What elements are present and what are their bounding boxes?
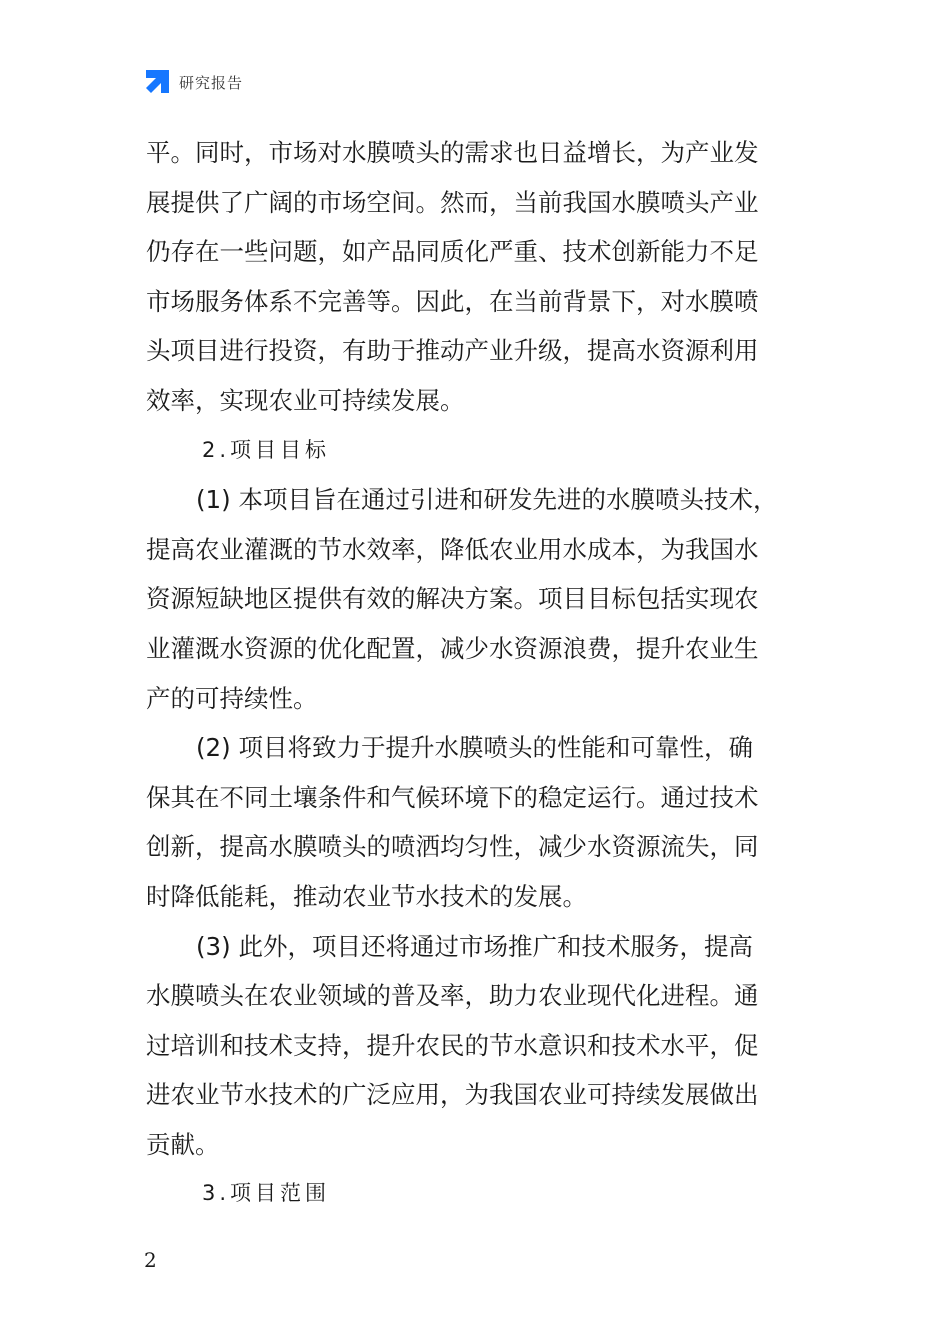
body-text-line: 时降低能耗，推动农业节水技术的发展。 [146,881,587,911]
arrow-logo-icon [144,69,170,95]
header-title: 研究报告 [179,73,244,92]
body-text-line: (1) 本项目旨在通过引进和研发先进的水膜喷头技术， [196,485,778,515]
body-text-line: 贡献。 [146,1129,220,1159]
body-text-line: 平。同时，市场对水膜喷头的需求也日益增长，为产业发 [146,138,759,167]
body-text-line: (2) 项目将致力于提升水膜喷头的性能和可靠性，确 [196,733,753,763]
body-text-line: 业灌溉水资源的优化配置，减少水资源浪费，提升农业生 [146,633,759,663]
body-text-line: 过培训和技术支持，提升农民的节水意识和技术水平，促 [146,1030,759,1060]
body-text-line: 水膜喷头在农业领域的普及率，助力农业现代化进程。通 [146,981,759,1011]
document-body [146,128,810,1219]
body-text-line: 保其在不同土壤条件和气候环境下的稳定运行。通过技术 [146,782,759,812]
body-text-line: 效率，实现农业可持续发展。 [146,385,465,415]
section-heading: 3.项目范围 [202,1181,331,1206]
body-text-line: 进农业节水技术的广泛应用，为我国农业可持续发展做出 [146,1080,759,1110]
body-text-line: 创新，提高水膜喷头的喷洒均匀性，减少水资源流失，同 [146,832,759,862]
body-text-line: 仍存在一些问题，如产品同质化严重、技术创新能力不足 [146,237,759,267]
body-text-line: 产的可持续性。 [146,683,318,713]
page-number: 2 [144,1248,157,1272]
page-header [144,68,243,96]
section-heading: 2.项目目标 [202,437,331,462]
body-text-line: 展提供了广阔的市场空间。然而，当前我国水膜喷头产业 [146,187,759,217]
body-text-line: 资源短缺地区提供有效的解决方案。项目目标包括实现农 [146,584,759,614]
body-text-line: 提高农业灌溉的节水效率，降低农业用水成本，为我国水 [146,534,759,564]
body-text-line: 市场服务体系不完善等。因此，在当前背景下，对水膜喷 [146,286,759,316]
body-text-line: (3) 此外，项目还将通过市场推广和技术服务，提高 [196,931,753,961]
body-text-line: 头项目进行投资，有助于推动产业升级，提高水资源利用 [146,336,759,366]
